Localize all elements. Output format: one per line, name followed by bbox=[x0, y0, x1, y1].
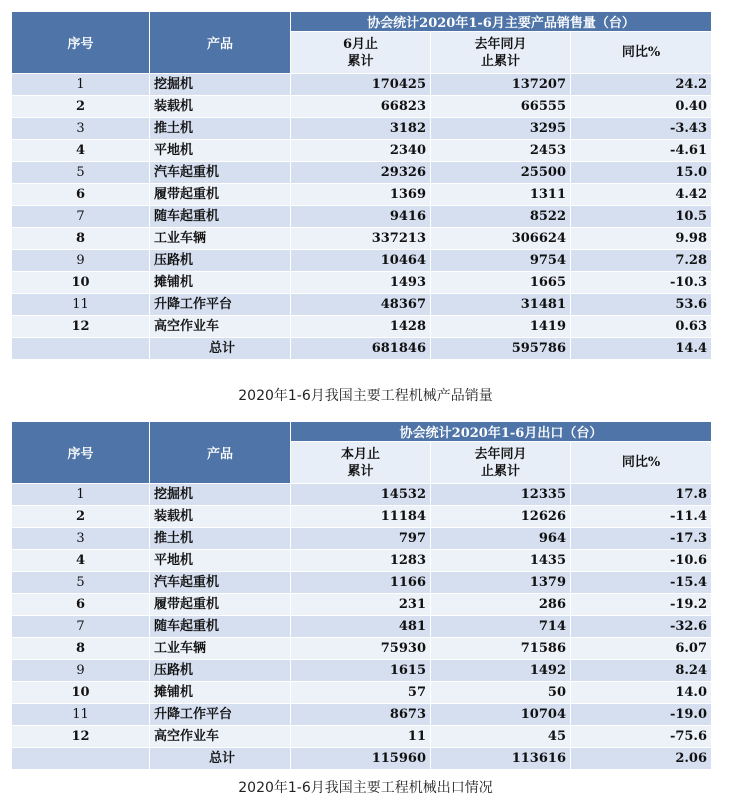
total-label: 总计 bbox=[150, 748, 291, 770]
row-value-cumulative: 231 bbox=[291, 594, 431, 616]
row-value-last-year: 1435 bbox=[431, 550, 571, 572]
row-value-cumulative: 1428 bbox=[291, 316, 431, 338]
table-row bbox=[12, 682, 712, 704]
row-number: 12 bbox=[12, 316, 150, 338]
header-col-c: 同比% bbox=[571, 442, 712, 484]
row-value-last-year: 1379 bbox=[431, 572, 571, 594]
row-product-name: 工业车辆 bbox=[150, 638, 291, 660]
row-value-yoy: -3.43 bbox=[571, 118, 712, 140]
row-product-name: 汽车起重机 bbox=[150, 162, 291, 184]
header-col-a bbox=[291, 442, 431, 484]
row-value-yoy: 8.24 bbox=[571, 660, 712, 682]
row-value-yoy: -10.3 bbox=[571, 272, 712, 294]
row-product-name: 随车起重机 bbox=[150, 206, 291, 228]
row-value-cumulative: 481 bbox=[291, 616, 431, 638]
row-value-last-year: 306624 bbox=[431, 228, 571, 250]
header-col-a bbox=[291, 32, 431, 74]
row-value-cumulative: 1369 bbox=[291, 184, 431, 206]
row-value-yoy: -32.6 bbox=[571, 616, 712, 638]
row-product-name: 工业车辆 bbox=[150, 228, 291, 250]
row-number: 9 bbox=[12, 250, 150, 272]
total-cumulative: 681846 bbox=[291, 338, 431, 360]
row-value-cumulative: 10464 bbox=[291, 250, 431, 272]
row-number: 3 bbox=[12, 528, 150, 550]
row-number: 11 bbox=[12, 704, 150, 726]
total-empty-cell bbox=[12, 338, 150, 360]
row-product-name: 高空作业车 bbox=[150, 726, 291, 748]
row-number: 4 bbox=[12, 550, 150, 572]
row-value-cumulative: 57 bbox=[291, 682, 431, 704]
row-value-cumulative: 11184 bbox=[291, 506, 431, 528]
row-product-name: 装载机 bbox=[150, 506, 291, 528]
table-row bbox=[12, 572, 712, 594]
export-table-caption: 2020年1-6月我国主要工程机械出口情况 bbox=[238, 780, 493, 796]
row-value-cumulative: 1166 bbox=[291, 572, 431, 594]
row-value-cumulative: 75930 bbox=[291, 638, 431, 660]
row-number: 5 bbox=[12, 162, 150, 184]
row-value-cumulative: 337213 bbox=[291, 228, 431, 250]
sales-table-caption: 2020年1-6月我国主要工程机械产品销量 bbox=[238, 388, 493, 404]
row-value-cumulative: 11 bbox=[291, 726, 431, 748]
header-col-a-line2: 累计 bbox=[347, 53, 374, 69]
row-value-yoy: 4.42 bbox=[571, 184, 712, 206]
row-product-name: 挖掘机 bbox=[150, 74, 291, 96]
header-group-title: 协会统计2020年1-6月出口（台） bbox=[291, 422, 712, 442]
row-number: 12 bbox=[12, 726, 150, 748]
row-value-yoy: -15.4 bbox=[571, 572, 712, 594]
row-value-cumulative: 797 bbox=[291, 528, 431, 550]
table-row bbox=[12, 638, 712, 660]
row-value-last-year: 1311 bbox=[431, 184, 571, 206]
table-row bbox=[12, 96, 712, 118]
row-product-name: 推土机 bbox=[150, 528, 291, 550]
row-number: 2 bbox=[12, 506, 150, 528]
total-last-year: 595786 bbox=[431, 338, 571, 360]
row-number: 9 bbox=[12, 660, 150, 682]
row-value-last-year: 12335 bbox=[431, 484, 571, 506]
row-product-name: 平地机 bbox=[150, 140, 291, 162]
row-value-yoy: 0.40 bbox=[571, 96, 712, 118]
row-value-yoy: -19.0 bbox=[571, 704, 712, 726]
table-row bbox=[12, 316, 712, 338]
row-product-name: 推土机 bbox=[150, 118, 291, 140]
row-number: 5 bbox=[12, 572, 150, 594]
row-value-cumulative: 14532 bbox=[291, 484, 431, 506]
row-product-name: 履带起重机 bbox=[150, 184, 291, 206]
row-value-yoy: -17.3 bbox=[571, 528, 712, 550]
row-value-last-year: 714 bbox=[431, 616, 571, 638]
row-value-yoy: -10.6 bbox=[571, 550, 712, 572]
header-col-b-line2: 止累计 bbox=[480, 463, 520, 479]
header-col-a-line2: 累计 bbox=[347, 463, 374, 479]
row-product-name: 压路机 bbox=[150, 660, 291, 682]
header-col-c: 同比% bbox=[571, 32, 712, 74]
row-value-last-year: 2453 bbox=[431, 140, 571, 162]
row-number: 11 bbox=[12, 294, 150, 316]
total-yoy: 2.06 bbox=[571, 748, 712, 770]
table-row bbox=[12, 704, 712, 726]
header-col-a-line1: 6月止 bbox=[342, 36, 379, 52]
row-number: 7 bbox=[12, 616, 150, 638]
table-row bbox=[12, 484, 712, 506]
row-value-last-year: 3295 bbox=[431, 118, 571, 140]
row-number: 10 bbox=[12, 682, 150, 704]
table-row bbox=[12, 528, 712, 550]
row-value-last-year: 964 bbox=[431, 528, 571, 550]
header-seq: 序号 bbox=[12, 12, 150, 74]
row-value-cumulative: 8673 bbox=[291, 704, 431, 726]
row-number: 4 bbox=[12, 140, 150, 162]
row-value-cumulative: 1283 bbox=[291, 550, 431, 572]
row-number: 3 bbox=[12, 118, 150, 140]
total-row bbox=[12, 748, 712, 770]
row-value-yoy: 15.0 bbox=[571, 162, 712, 184]
row-value-last-year: 1492 bbox=[431, 660, 571, 682]
row-product-name: 平地机 bbox=[150, 550, 291, 572]
table-row bbox=[12, 184, 712, 206]
row-number: 1 bbox=[12, 74, 150, 96]
table-row bbox=[12, 118, 712, 140]
row-value-cumulative: 170425 bbox=[291, 74, 431, 96]
table-row bbox=[12, 506, 712, 528]
row-value-last-year: 9754 bbox=[431, 250, 571, 272]
row-value-last-year: 1665 bbox=[431, 272, 571, 294]
row-number: 10 bbox=[12, 272, 150, 294]
row-product-name: 随车起重机 bbox=[150, 616, 291, 638]
export-table bbox=[11, 421, 712, 770]
row-value-last-year: 137207 bbox=[431, 74, 571, 96]
row-value-yoy: 0.63 bbox=[571, 316, 712, 338]
row-value-last-year: 1419 bbox=[431, 316, 571, 338]
row-value-cumulative: 29326 bbox=[291, 162, 431, 184]
header-col-b bbox=[431, 32, 571, 74]
table-row bbox=[12, 228, 712, 250]
row-value-yoy: 10.5 bbox=[571, 206, 712, 228]
row-product-name: 高空作业车 bbox=[150, 316, 291, 338]
row-product-name: 汽车起重机 bbox=[150, 572, 291, 594]
row-value-cumulative: 9416 bbox=[291, 206, 431, 228]
table-row bbox=[12, 550, 712, 572]
row-number: 8 bbox=[12, 638, 150, 660]
row-value-last-year: 25500 bbox=[431, 162, 571, 184]
table-row bbox=[12, 140, 712, 162]
total-label: 总计 bbox=[150, 338, 291, 360]
row-value-last-year: 71586 bbox=[431, 638, 571, 660]
sales-table bbox=[11, 11, 712, 360]
table-row bbox=[12, 294, 712, 316]
row-value-yoy: -11.4 bbox=[571, 506, 712, 528]
total-yoy: 14.4 bbox=[571, 338, 712, 360]
total-empty-cell bbox=[12, 748, 150, 770]
row-value-cumulative: 1493 bbox=[291, 272, 431, 294]
row-value-last-year: 12626 bbox=[431, 506, 571, 528]
table-row bbox=[12, 726, 712, 748]
row-product-name: 升降工作平台 bbox=[150, 704, 291, 726]
row-value-last-year: 50 bbox=[431, 682, 571, 704]
row-value-last-year: 286 bbox=[431, 594, 571, 616]
table-row bbox=[12, 162, 712, 184]
row-value-last-year: 8522 bbox=[431, 206, 571, 228]
row-number: 6 bbox=[12, 184, 150, 206]
row-value-yoy: -19.2 bbox=[571, 594, 712, 616]
row-value-yoy: 24.2 bbox=[571, 74, 712, 96]
header-col-b-line1: 去年同月 bbox=[474, 36, 527, 52]
table-row bbox=[12, 594, 712, 616]
row-value-yoy: 53.6 bbox=[571, 294, 712, 316]
header-seq: 序号 bbox=[12, 422, 150, 484]
row-value-cumulative: 1615 bbox=[291, 660, 431, 682]
header-col-b bbox=[431, 442, 571, 484]
table-row bbox=[12, 616, 712, 638]
row-value-cumulative: 48367 bbox=[291, 294, 431, 316]
table-row bbox=[12, 206, 712, 228]
row-value-yoy: -4.61 bbox=[571, 140, 712, 162]
sales-table-body bbox=[12, 74, 712, 360]
row-value-yoy: -75.6 bbox=[571, 726, 712, 748]
table-row bbox=[12, 74, 712, 96]
row-value-cumulative: 66823 bbox=[291, 96, 431, 118]
table-row bbox=[12, 250, 712, 272]
header-product: 产品 bbox=[150, 12, 291, 74]
total-cumulative: 115960 bbox=[291, 748, 431, 770]
header-group-title: 协会统计2020年1-6月主要产品销售量（台） bbox=[291, 12, 712, 32]
row-value-last-year: 31481 bbox=[431, 294, 571, 316]
row-product-name: 装载机 bbox=[150, 96, 291, 118]
row-number: 7 bbox=[12, 206, 150, 228]
row-value-last-year: 10704 bbox=[431, 704, 571, 726]
row-value-cumulative: 3182 bbox=[291, 118, 431, 140]
row-product-name: 履带起重机 bbox=[150, 594, 291, 616]
row-value-yoy: 17.8 bbox=[571, 484, 712, 506]
row-value-cumulative: 2340 bbox=[291, 140, 431, 162]
row-number: 2 bbox=[12, 96, 150, 118]
total-row bbox=[12, 338, 712, 360]
row-product-name: 升降工作平台 bbox=[150, 294, 291, 316]
row-value-yoy: 6.07 bbox=[571, 638, 712, 660]
total-last-year: 113616 bbox=[431, 748, 571, 770]
row-product-name: 压路机 bbox=[150, 250, 291, 272]
row-product-name: 摊铺机 bbox=[150, 272, 291, 294]
row-value-yoy: 7.28 bbox=[571, 250, 712, 272]
row-number: 6 bbox=[12, 594, 150, 616]
row-value-yoy: 9.98 bbox=[571, 228, 712, 250]
row-value-last-year: 66555 bbox=[431, 96, 571, 118]
row-product-name: 挖掘机 bbox=[150, 484, 291, 506]
row-value-yoy: 14.0 bbox=[571, 682, 712, 704]
export-table-body bbox=[12, 484, 712, 770]
row-product-name: 摊铺机 bbox=[150, 682, 291, 704]
row-number: 8 bbox=[12, 228, 150, 250]
row-number: 1 bbox=[12, 484, 150, 506]
header-product: 产品 bbox=[150, 422, 291, 484]
table-row bbox=[12, 660, 712, 682]
header-col-b-line2: 止累计 bbox=[480, 53, 520, 69]
header-col-a-line1: 本月止 bbox=[340, 446, 380, 462]
table-row bbox=[12, 272, 712, 294]
header-col-b-line1: 去年同月 bbox=[474, 446, 527, 462]
row-value-last-year: 45 bbox=[431, 726, 571, 748]
